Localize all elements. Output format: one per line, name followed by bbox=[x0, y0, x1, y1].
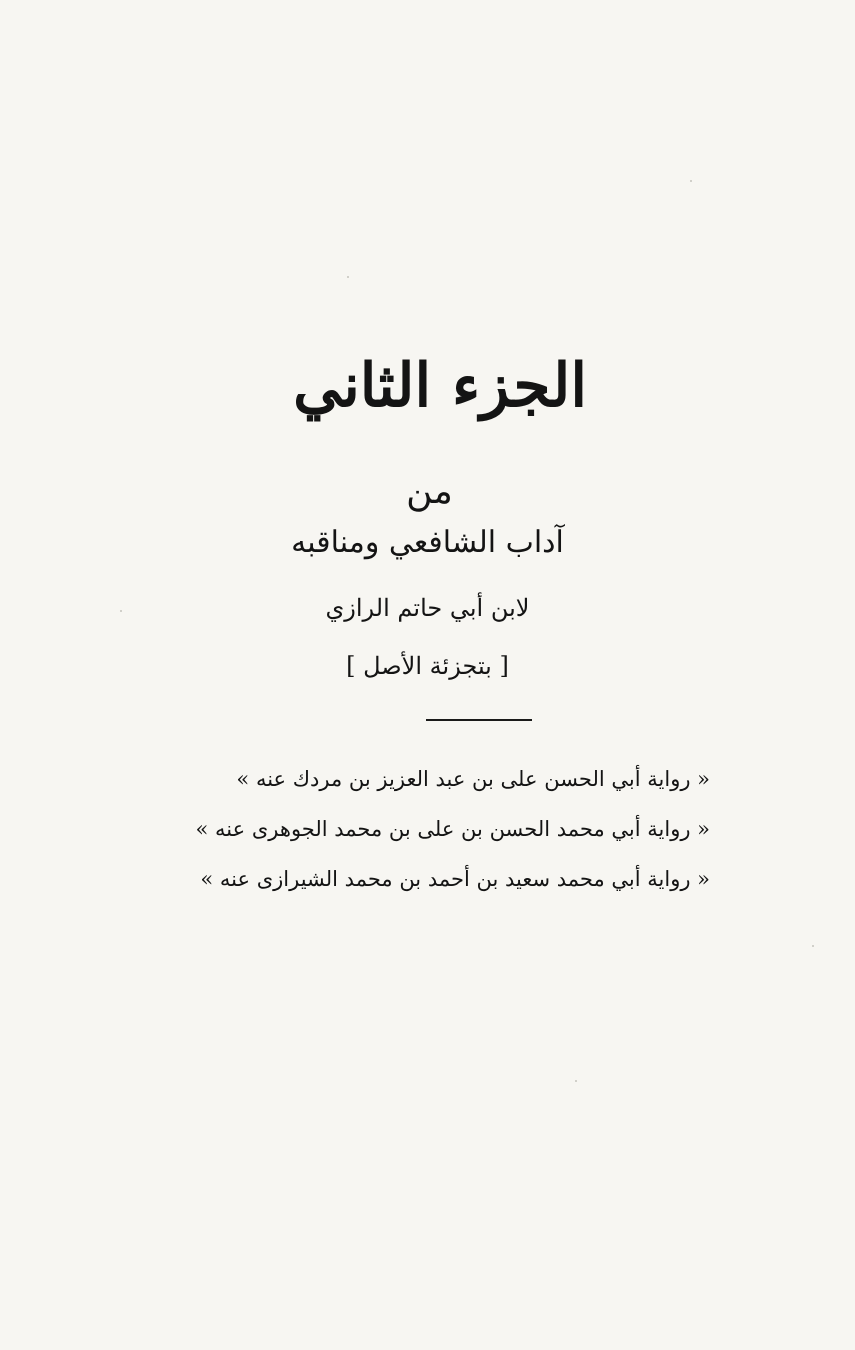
book-title: آداب الشافعي ومناقبه bbox=[291, 525, 564, 560]
divider-rule bbox=[426, 719, 532, 721]
paper-speck bbox=[690, 180, 692, 182]
narration-line-2: « رواية أبي محمد الحسن بن على بن محمد الجوهرى عنه » bbox=[195, 817, 710, 841]
paper-speck bbox=[347, 276, 349, 278]
part-title bbox=[293, 338, 587, 438]
division-note: [ بتجزئة الأصل ] bbox=[346, 652, 509, 680]
paper-speck bbox=[575, 1080, 577, 1082]
narration-line-1: « رواية أبي الحسن على بن عبد العزيز بن مردك عنه » bbox=[236, 767, 710, 791]
from-word: من bbox=[406, 471, 453, 512]
author-line: لابن أبي حاتم الرازي bbox=[325, 594, 530, 622]
narrations-list bbox=[195, 754, 710, 904]
part-title-text: الجزء الثاني bbox=[293, 351, 587, 421]
narration-line-3: « رواية أبي محمد سعيد بن أحمد بن محمد الشيرازى عنه » bbox=[200, 867, 710, 891]
paper-speck bbox=[812, 945, 814, 947]
